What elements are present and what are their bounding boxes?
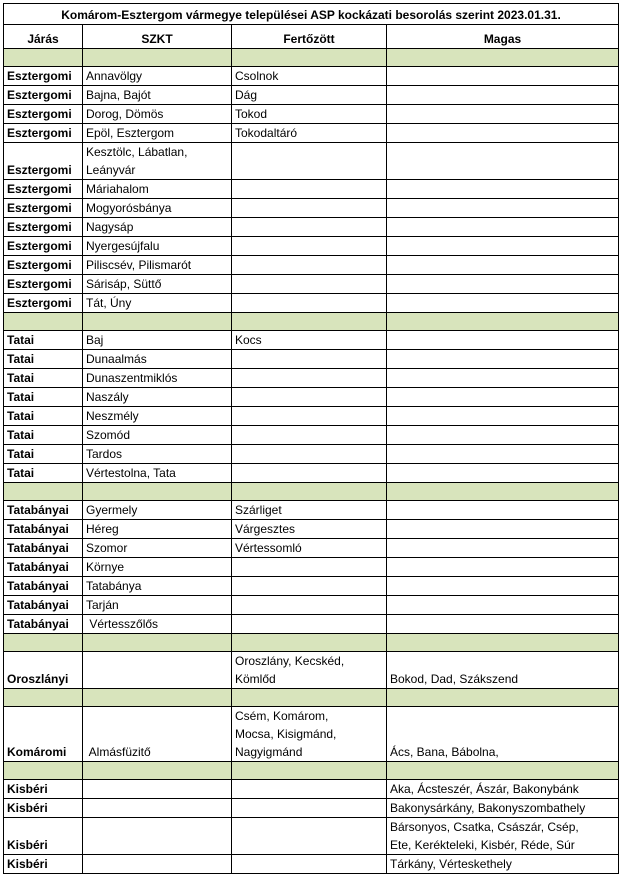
cell-line: Vértessomló — [235, 541, 302, 555]
cell-fertozott — [232, 577, 387, 596]
cell-magas — [387, 464, 619, 483]
separator-cell — [4, 762, 83, 780]
cell-szkt — [83, 86, 232, 105]
table-row — [4, 707, 619, 762]
cell-line: Naszály — [86, 390, 129, 404]
cell-fertozott — [232, 350, 387, 369]
separator-row — [4, 762, 619, 780]
column-header-jaras: Járás — [4, 25, 83, 49]
cell-jaras: Esztergomi — [4, 237, 83, 256]
separator-cell — [4, 689, 83, 707]
cell-line: Dorog, Dömös — [86, 107, 164, 121]
cell-line: Annavölgy — [86, 69, 143, 83]
table-title: Komárom-Esztergom vármegye települései ASP kockázati besorolás szerint 2023.01.31. — [4, 4, 619, 25]
cell-line: Kömlőd — [235, 672, 276, 686]
cell-jaras: Tatai — [4, 407, 83, 426]
table-row — [4, 294, 619, 313]
cell-fertozott — [232, 558, 387, 577]
cell-szkt — [83, 350, 232, 369]
cell-line: Tokod — [235, 107, 268, 121]
cell-magas — [387, 275, 619, 294]
column-header-fertozott: Fertőzött — [232, 25, 387, 49]
cell-line: Tát, Úny — [86, 296, 132, 310]
cell-line: Vértesszőlős — [86, 617, 159, 631]
cell-line: Neszmély — [86, 409, 139, 423]
cell-szkt — [83, 124, 232, 143]
cell-line: Kocs — [235, 333, 262, 347]
cell-magas — [387, 707, 619, 762]
cell-line: Bajna, Bajót — [86, 88, 151, 102]
cell-magas — [387, 596, 619, 615]
cell-szkt — [83, 818, 232, 855]
cell-jaras: Esztergomi — [4, 67, 83, 86]
cell-line: Ete, Kerékteleki, Kisbér, Réde, Súr — [390, 838, 575, 852]
table-row — [4, 615, 619, 634]
table-row — [4, 558, 619, 577]
cell-fertozott — [232, 539, 387, 558]
cell-line: Nyergesújfalu — [86, 239, 160, 253]
cell-fertozott — [232, 407, 387, 426]
table-row — [4, 67, 619, 86]
cell-fertozott — [232, 520, 387, 539]
separator-row — [4, 483, 619, 501]
cell-magas — [387, 369, 619, 388]
separator-row — [4, 313, 619, 331]
cell-jaras: Kisbéri — [4, 780, 83, 799]
cell-line: Máriahalom — [86, 182, 149, 196]
cell-line: Almásfüzitő — [86, 745, 151, 759]
cell-jaras: Tatabányai — [4, 615, 83, 634]
cell-fertozott — [232, 615, 387, 634]
column-header-magas: Magas — [387, 25, 619, 49]
table-row — [4, 86, 619, 105]
cell-magas — [387, 237, 619, 256]
separator-cell — [232, 689, 387, 707]
table-row — [4, 855, 619, 874]
cell-magas — [387, 67, 619, 86]
risk-classification-table — [3, 3, 619, 874]
cell-szkt — [83, 218, 232, 237]
cell-szkt — [83, 707, 232, 762]
cell-fertozott — [232, 855, 387, 874]
cell-jaras: Tatabányai — [4, 577, 83, 596]
cell-line: Epöl, Esztergom — [86, 126, 175, 140]
table-row — [4, 799, 619, 818]
cell-szkt — [83, 539, 232, 558]
cell-szkt — [83, 67, 232, 86]
cell-magas — [387, 558, 619, 577]
cell-line: Nagyigmánd — [235, 745, 303, 759]
cell-fertozott — [232, 143, 387, 180]
cell-fertozott — [232, 105, 387, 124]
table-row — [4, 464, 619, 483]
separator-cell — [4, 49, 83, 67]
separator-cell — [83, 483, 232, 501]
table-row — [4, 577, 619, 596]
separator-cell — [232, 49, 387, 67]
cell-fertozott — [232, 799, 387, 818]
cell-szkt — [83, 143, 232, 180]
cell-magas — [387, 256, 619, 275]
separator-cell — [387, 689, 619, 707]
table-row — [4, 780, 619, 799]
cell-jaras: Tatai — [4, 350, 83, 369]
cell-magas — [387, 652, 619, 689]
cell-magas — [387, 143, 619, 180]
cell-szkt — [83, 464, 232, 483]
cell-magas — [387, 294, 619, 313]
cell-szkt — [83, 501, 232, 520]
cell-szkt — [83, 180, 232, 199]
cell-szkt — [83, 294, 232, 313]
cell-magas — [387, 445, 619, 464]
separator-cell — [83, 634, 232, 652]
separator-cell — [387, 762, 619, 780]
cell-jaras: Tatabányai — [4, 539, 83, 558]
table-row — [4, 445, 619, 464]
cell-magas — [387, 615, 619, 634]
cell-szkt — [83, 520, 232, 539]
cell-szkt — [83, 615, 232, 634]
cell-fertozott — [232, 180, 387, 199]
cell-fertozott — [232, 369, 387, 388]
cell-magas — [387, 426, 619, 445]
cell-jaras: Tatai — [4, 388, 83, 407]
cell-jaras: Esztergomi — [4, 218, 83, 237]
cell-jaras: Komáromi — [4, 707, 83, 762]
separator-cell — [83, 689, 232, 707]
separator-cell — [232, 313, 387, 331]
cell-fertozott — [232, 331, 387, 350]
cell-szkt — [83, 577, 232, 596]
cell-jaras: Esztergomi — [4, 105, 83, 124]
cell-fertozott — [232, 426, 387, 445]
cell-line: Várgesztes — [235, 522, 296, 536]
header-row — [4, 25, 619, 49]
cell-szkt — [83, 105, 232, 124]
cell-fertozott — [232, 464, 387, 483]
cell-jaras: Esztergomi — [4, 256, 83, 275]
cell-line: Héreg — [86, 522, 119, 536]
cell-szkt — [83, 256, 232, 275]
table-row — [4, 501, 619, 520]
cell-magas — [387, 539, 619, 558]
table-row — [4, 426, 619, 445]
separator-row — [4, 49, 619, 67]
separator-row — [4, 689, 619, 707]
table-row — [4, 331, 619, 350]
table-row — [4, 407, 619, 426]
separator-cell — [232, 483, 387, 501]
table-row — [4, 237, 619, 256]
separator-cell — [387, 49, 619, 67]
cell-szkt — [83, 237, 232, 256]
cell-line: Csolnok — [235, 69, 279, 83]
cell-magas — [387, 105, 619, 124]
cell-szkt — [83, 558, 232, 577]
cell-fertozott — [232, 86, 387, 105]
cell-line: Sárisáp, Süttő — [86, 277, 162, 291]
cell-line: Tatabánya — [86, 579, 142, 593]
table-row — [4, 350, 619, 369]
table-row — [4, 369, 619, 388]
cell-magas — [387, 199, 619, 218]
cell-magas — [387, 818, 619, 855]
cell-fertozott — [232, 256, 387, 275]
cell-jaras: Tatai — [4, 445, 83, 464]
cell-line: Mogyorósbánya — [86, 201, 172, 215]
cell-magas — [387, 780, 619, 799]
title-row — [4, 4, 619, 25]
separator-cell — [83, 762, 232, 780]
cell-line: Piliscsév, Pilismarót — [86, 258, 192, 272]
cell-fertozott — [232, 445, 387, 464]
cell-szkt — [83, 445, 232, 464]
cell-szkt — [83, 426, 232, 445]
cell-szkt — [83, 275, 232, 294]
table-row — [4, 388, 619, 407]
cell-szkt — [83, 388, 232, 407]
cell-fertozott — [232, 275, 387, 294]
cell-line: Tokodaltáró — [235, 126, 298, 140]
cell-line: Aka, Ácsteszér, Ászár, Bakonybánk — [390, 782, 579, 796]
cell-line: Szomor — [86, 541, 128, 555]
cell-szkt — [83, 199, 232, 218]
table-row — [4, 143, 619, 180]
separator-cell — [4, 483, 83, 501]
cell-fertozott — [232, 652, 387, 689]
table-row — [4, 818, 619, 855]
cell-line: Ács, Bana, Bábolna, — [390, 745, 499, 759]
cell-fertozott — [232, 294, 387, 313]
cell-line: Bársonyos, Csatka, Császár, Csép, — [390, 820, 579, 834]
cell-szkt — [83, 652, 232, 689]
table-row — [4, 596, 619, 615]
table-row — [4, 539, 619, 558]
cell-line: Dunaalmás — [86, 352, 147, 366]
cell-fertozott — [232, 707, 387, 762]
cell-magas — [387, 520, 619, 539]
table-row — [4, 520, 619, 539]
cell-fertozott — [232, 501, 387, 520]
cell-jaras: Tatabányai — [4, 596, 83, 615]
separator-cell — [4, 313, 83, 331]
cell-szkt — [83, 369, 232, 388]
cell-jaras: Oroszlányi — [4, 652, 83, 689]
cell-line: Nagysáp — [86, 220, 134, 234]
table-row — [4, 199, 619, 218]
cell-szkt — [83, 596, 232, 615]
separator-row — [4, 634, 619, 652]
cell-szkt — [83, 780, 232, 799]
separator-cell — [83, 313, 232, 331]
cell-jaras: Esztergomi — [4, 124, 83, 143]
cell-fertozott — [232, 780, 387, 799]
cell-line: Oroszlány, Kecskéd, — [235, 654, 345, 668]
cell-jaras: Esztergomi — [4, 294, 83, 313]
cell-magas — [387, 218, 619, 237]
cell-szkt — [83, 855, 232, 874]
cell-line: Környe — [86, 560, 125, 574]
table-row — [4, 124, 619, 143]
cell-line: Tárkány, Vérteskethely — [390, 857, 512, 871]
cell-magas — [387, 855, 619, 874]
cell-magas — [387, 388, 619, 407]
cell-jaras: Tatabányai — [4, 501, 83, 520]
cell-line: Mocsa, Kisigmánd, — [235, 727, 337, 741]
cell-magas — [387, 124, 619, 143]
cell-jaras: Kisbéri — [4, 818, 83, 855]
cell-line: Bokod, Dad, Szákszend — [390, 672, 519, 686]
cell-line: Tarján — [86, 598, 119, 612]
table-row — [4, 275, 619, 294]
cell-magas — [387, 799, 619, 818]
cell-line: Kesztölc, Lábatlan, — [86, 145, 188, 159]
cell-line: Gyermely — [86, 503, 138, 517]
cell-fertozott — [232, 388, 387, 407]
table-row — [4, 218, 619, 237]
column-header-szkt: SZKT — [83, 25, 232, 49]
cell-jaras: Tatai — [4, 426, 83, 445]
cell-line: Vértestolna, Tata — [86, 466, 176, 480]
cell-magas — [387, 86, 619, 105]
table-row — [4, 652, 619, 689]
cell-line: Dág — [235, 88, 258, 102]
cell-line: Leányvár — [86, 163, 136, 177]
table-row — [4, 105, 619, 124]
cell-jaras: Tatabányai — [4, 558, 83, 577]
cell-magas — [387, 350, 619, 369]
cell-magas — [387, 180, 619, 199]
cell-jaras: Esztergomi — [4, 180, 83, 199]
cell-jaras: Tatai — [4, 331, 83, 350]
table-row — [4, 256, 619, 275]
cell-line: Dunaszentmiklós — [86, 371, 178, 385]
table-row — [4, 180, 619, 199]
separator-cell — [232, 634, 387, 652]
cell-jaras: Esztergomi — [4, 275, 83, 294]
cell-fertozott — [232, 124, 387, 143]
cell-szkt — [83, 331, 232, 350]
cell-jaras: Tatai — [4, 464, 83, 483]
cell-line: Tardos — [86, 447, 123, 461]
cell-fertozott — [232, 218, 387, 237]
cell-jaras: Kisbéri — [4, 855, 83, 874]
table-body — [4, 49, 619, 874]
cell-line: Bakonysárkány, Bakonyszombathely — [390, 801, 586, 815]
separator-cell — [387, 634, 619, 652]
cell-magas — [387, 331, 619, 350]
cell-jaras: Esztergomi — [4, 143, 83, 180]
cell-magas — [387, 501, 619, 520]
cell-magas — [387, 577, 619, 596]
cell-szkt — [83, 407, 232, 426]
cell-fertozott — [232, 818, 387, 855]
cell-line: Csém, Komárom, — [235, 709, 329, 723]
cell-jaras: Esztergomi — [4, 86, 83, 105]
separator-cell — [387, 313, 619, 331]
separator-cell — [83, 49, 232, 67]
cell-magas — [387, 407, 619, 426]
cell-fertozott — [232, 67, 387, 86]
separator-cell — [232, 762, 387, 780]
cell-fertozott — [232, 237, 387, 256]
cell-line: Szomód — [86, 428, 131, 442]
separator-cell — [4, 634, 83, 652]
cell-line: Szárliget — [235, 503, 282, 517]
cell-jaras: Esztergomi — [4, 199, 83, 218]
cell-line: Baj — [86, 333, 104, 347]
separator-cell — [387, 483, 619, 501]
cell-jaras: Tatai — [4, 369, 83, 388]
cell-jaras: Tatabányai — [4, 520, 83, 539]
cell-jaras: Kisbéri — [4, 799, 83, 818]
cell-fertozott — [232, 596, 387, 615]
cell-fertozott — [232, 199, 387, 218]
cell-szkt — [83, 799, 232, 818]
